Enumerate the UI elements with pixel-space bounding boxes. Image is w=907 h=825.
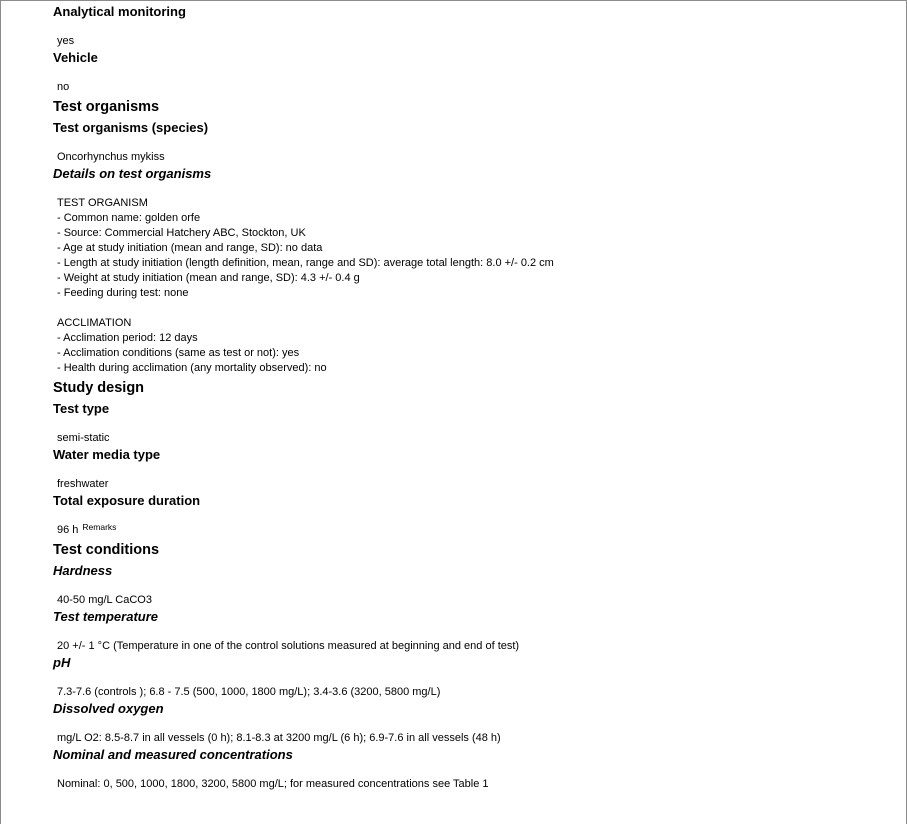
study-design-heading: Study design	[53, 380, 145, 396]
analytical-monitoring-label: Analytical monitoring	[53, 4, 186, 19]
organism-line: - Age at study initiation (mean and range, SD): no data	[57, 242, 323, 254]
oxygen-label: Dissolved oxygen	[53, 701, 164, 716]
acclimation-title: ACCLIMATION	[57, 317, 132, 329]
exposure-value: 96 h	[57, 524, 79, 536]
ph-label: pH	[53, 655, 71, 670]
organism-line: - Length at study initiation (length definition, mean, range and SD): average total length: 8.0 +/- 0.2 cm	[57, 257, 554, 269]
analytical-monitoring-value: yes	[57, 35, 75, 47]
hardness-label: Hardness	[53, 563, 113, 578]
organism-title: TEST ORGANISM	[57, 197, 148, 209]
organism-line: - Weight at study initiation (mean and range, SD): 4.3 +/- 0.4 g	[57, 272, 360, 284]
organism-line: - Source: Commercial Hatchery ABC, Stockton, UK	[57, 227, 306, 239]
vehicle-value: no	[57, 81, 70, 93]
remarks-link[interactable]: Remarks	[82, 522, 117, 532]
vehicle-label: Vehicle	[53, 50, 98, 65]
species-value: Oncorhynchus mykiss	[57, 151, 165, 163]
ph-value: 7.3-7.6 (controls ); 6.8 - 7.5 (500, 1000, 1800 mg/L); 3.4-3.6 (3200, 5800 mg/L)	[57, 686, 441, 698]
exposure-label: Total exposure duration	[53, 493, 201, 508]
species-label: Test organisms (species)	[53, 120, 209, 135]
temperature-label: Test temperature	[53, 609, 158, 624]
details-label: Details on test organisms	[53, 166, 212, 181]
acclimation-line: - Acclimation period: 12 days	[57, 332, 198, 344]
document-content	[53, 4, 893, 792]
organism-line: - Feeding during test: none	[57, 287, 189, 299]
test-organisms-heading: Test organisms	[53, 99, 160, 115]
acclimation-line: - Health during acclimation (any mortality observed): no	[57, 362, 327, 374]
exposure-row	[57, 523, 893, 538]
test-type-value: semi-static	[57, 432, 110, 444]
organism-line: - Common name: golden orfe	[57, 212, 201, 224]
acclimation-line: - Acclimation conditions (same as test or not): yes	[57, 347, 300, 359]
temperature-value: 20 +/- 1 °C (Temperature in one of the control solutions measured at beginning and end of test)	[57, 640, 520, 652]
test-conditions-heading: Test conditions	[53, 542, 160, 558]
hardness-value: 40-50 mg/L CaCO3	[57, 594, 152, 606]
concentrations-value: Nominal: 0, 500, 1000, 1800, 3200, 5800 mg/L; for measured concentrations see Table 1	[57, 778, 489, 790]
water-media-value: freshwater	[57, 478, 109, 490]
water-media-label: Water media type	[53, 447, 161, 462]
oxygen-value: mg/L O2: 8.5-8.7 in all vessels (0 h); 8.1-8.3 at 3200 mg/L (6 h); 6.9-7.6 in all vessels (48 h)	[57, 732, 501, 744]
test-type-label: Test type	[53, 401, 110, 416]
concentrations-label: Nominal and measured concentrations	[53, 747, 293, 762]
